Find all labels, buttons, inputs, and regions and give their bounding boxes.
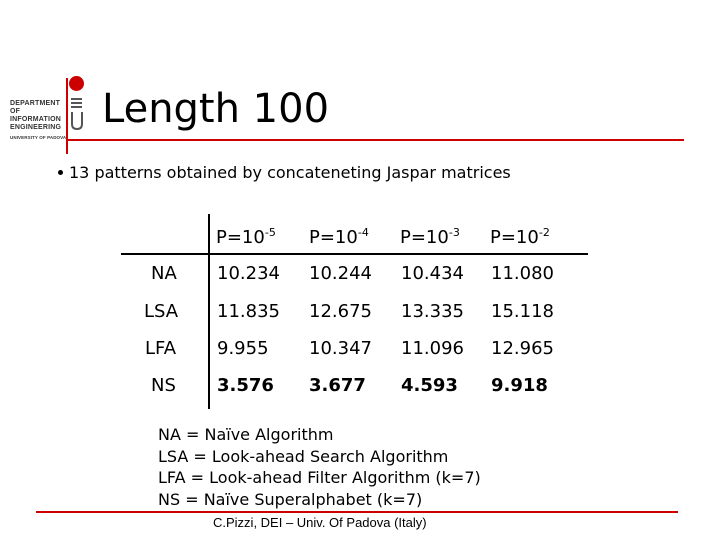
column-header-base: P=10	[216, 227, 265, 248]
legend-item: NS = Naïve Superalphabet (k=7)	[158, 489, 423, 509]
column-header-base: P=10	[400, 227, 449, 248]
table-cell: 3.576	[217, 375, 274, 396]
table-cell: 10.244	[309, 263, 372, 284]
accent-dot	[69, 76, 84, 91]
row-label: LFA	[145, 338, 177, 359]
table-cell: 13.335	[401, 301, 464, 322]
legend-item: LFA = Look-ahead Filter Algorithm (k=7)	[158, 468, 481, 487]
table-cell: 10.434	[401, 263, 464, 284]
table-cell: 3.677	[309, 375, 366, 396]
column-header	[309, 222, 369, 249]
column-header-base: P=10	[309, 227, 358, 248]
logo-mark-icon	[70, 98, 84, 130]
legend-item: LSA = Look-ahead Search Algorithm	[158, 446, 449, 466]
title-underline	[66, 139, 684, 141]
column-header-exponent: -4	[357, 226, 369, 239]
table-cell: 12.965	[491, 338, 554, 359]
column-header-base: P=10	[490, 227, 539, 248]
legend	[158, 424, 481, 510]
table-cell: 4.593	[401, 375, 458, 396]
logo-line: INFORMATION	[10, 116, 62, 123]
table-cell: 15.118	[491, 301, 554, 322]
table-cell: 12.675	[309, 301, 372, 322]
legend-item: NA = Naïve Algorithm	[158, 425, 334, 444]
accent-vertical-line	[66, 78, 68, 154]
column-header	[490, 222, 550, 249]
column-header-exponent: -3	[448, 226, 460, 239]
table-cell: 11.835	[217, 301, 280, 322]
footer-divider	[36, 511, 678, 513]
table-cell: 11.080	[491, 263, 554, 284]
logo-line: DEPARTMENT OF	[10, 100, 61, 115]
table-cell: 9.955	[217, 338, 269, 359]
column-header-exponent: -5	[264, 226, 276, 239]
department-logo	[10, 100, 68, 140]
page-title: Length 100	[102, 86, 330, 132]
bullet-text: 13 patterns obtained by concateneting Jaspar matrices	[69, 163, 511, 182]
logo-university: UNIVERSITY OF PADOVA	[10, 135, 67, 140]
bullet-item	[58, 163, 511, 182]
row-label: NS	[151, 375, 176, 396]
table-divider-horizontal	[121, 253, 588, 255]
column-header	[216, 222, 276, 249]
logo-line: ENGINEERING	[10, 124, 62, 131]
table-cell: 9.918	[491, 375, 548, 396]
bullet-icon	[58, 170, 63, 175]
table-cell: 10.347	[309, 338, 372, 359]
row-label: NA	[151, 263, 177, 284]
column-header-exponent: -2	[538, 226, 550, 239]
table-cell: 10.234	[217, 263, 280, 284]
footer-text: C.Pizzi, DEI – Univ. Of Padova (Italy)	[213, 515, 427, 530]
table-cell: 11.096	[401, 338, 464, 359]
row-label: LSA	[144, 301, 179, 322]
column-header	[400, 222, 460, 249]
